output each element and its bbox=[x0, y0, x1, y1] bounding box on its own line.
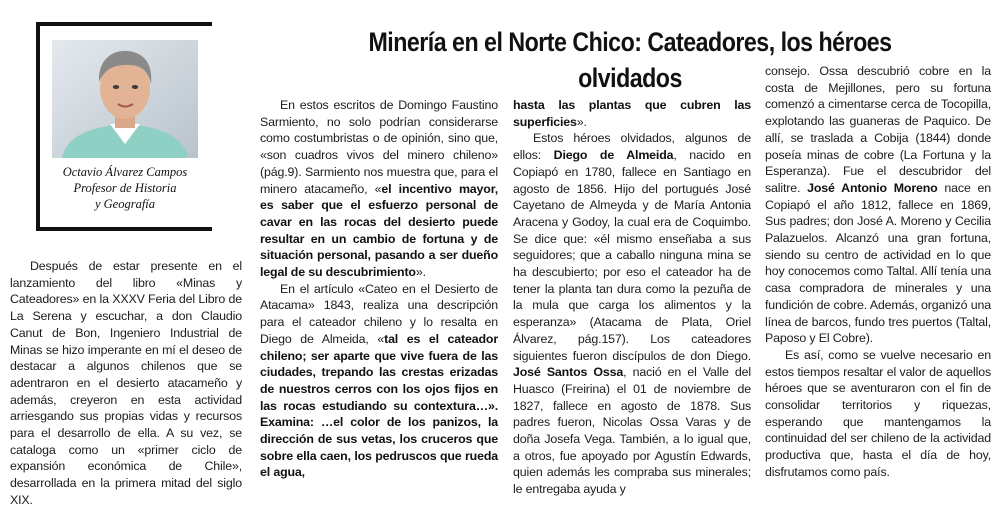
paragraph: Después de estar presente en el lanzamiento del libro «Minas y Cateadores» en la XXXV Feria del Libro de La Serena y escuchar, a don Claudio Canut de Bon, Ingeniero Industrial de Minas se hizo imperante en mí el deseo de destacar a algunos chilenos que se adentraron en el desierto atacameño y además, creyeron en esta actividad arriesgando sus propias vidas y recursos para el desarrollo de ella. A su vez, se cataloga como un «primer ciclo de expansión económica de Chile», desarrollada en la primera mitad del siglo XIX. bbox=[10, 259, 242, 507]
author-title-line2: y Geografía bbox=[94, 197, 156, 211]
bold-quote: hasta las plantas que cubren las superficies bbox=[513, 98, 751, 129]
paragraph bbox=[260, 97, 498, 281]
text-run: ». bbox=[415, 265, 426, 280]
text-column-1 bbox=[10, 258, 242, 509]
text-run: ». bbox=[576, 114, 587, 129]
bold-quote: el incentivo mayor, es saber que el esfuerzo personal de cavar en las rocas del desierto puede resultar en un cambio de fortuna y de situación personal, pasando a ser dueño legal de su descubrimiento bbox=[260, 181, 498, 280]
paragraph bbox=[513, 97, 751, 130]
author-photo bbox=[52, 40, 198, 158]
paragraph: Es así, como se vuelve necesario en estos tiempos resaltar el valor de aquellos héroes que se aventuraron con el fin de consolidar territorios y riquezas, esperando que mantengamos la continuidad del ser chileno de la actividad productiva que, hasta el día de hoy, disfrutamos como país. bbox=[765, 347, 991, 479]
text-run: , nació en el Valle del Huasco (Freirina) el 01 de noviembre de 1827, fallece en agosto de 1878. Sus padres fueron, Nicolas Ossa Varas y de doña Josefa Vega. También, a lo igual que, a otros, fue apoyado por Agustín Edwards, quien además les compraba sus minerales; le entregaba ayuda y bbox=[513, 365, 752, 497]
paragraph bbox=[513, 130, 751, 497]
paragraph bbox=[260, 281, 498, 481]
person-name-bold: José Santos Ossa bbox=[513, 365, 624, 380]
bold-quote: tal es el cateador chileno; ser aparte que vive fuera de las ciudades, trepando las crestas erizadas de nuestros cerros con los ojos fijos en las rocas estudiando su contextura…». Examina: …el color de los panizos, la dirección de sus vetas, los cruceros que sobre ella caen, los pedruscos que rueda el agua, bbox=[260, 331, 498, 480]
text-run: En estos escritos de Domingo Faustino Sarmiento, no solo podrían considerarse como costumbristas o de opinión, sino que, «son cuadros vivos del minero chileno» (pág.9). Sarmiento nos muestra que, para el minero atacameño, « bbox=[260, 98, 498, 196]
person-name-bold: José Antonio Moreno bbox=[807, 180, 938, 195]
author-portrait-illustration bbox=[52, 40, 198, 158]
paragraph bbox=[765, 63, 991, 347]
text-column-2 bbox=[260, 97, 498, 481]
text-run: consejo. Ossa descubrió cobre en la costa de Mejillones, pero su fortuna comenzó a cimentarse cerca de Tocopilla, explotando las guaneras de Paquico. De allí, se traslada a Cobija (1844) donde poseía minas de cobre (La Fortuna y la Esperanza). Fue el descubridor del salitre. bbox=[765, 64, 991, 195]
text-run: , nacido en Copiapó en 1780, fallece en Santiago en agosto de 1856. Hijo del portugués José Cayetano de Almeyda y de María Antonia Aracena y Godoy, la cual era de Coquimbo. Se dice que: «él mismo enseñaba a sus seguidores; que a caballo ninguna mina se ha descubierto; por eso el cateador ha de tener la planta tan dura como la pezuña de la mula que carga los alimentos y la esperanza» (Atacama de Plata, Oriel Álvarez, pág.157). Los cateadores siguientes fueron discípulos de don Diego. bbox=[513, 148, 751, 363]
author-name: Octavio Álvarez Campos bbox=[62, 165, 188, 179]
author-title-line1: Profesor de Historia bbox=[73, 181, 177, 195]
text-run: En el artículo «Cateo en el Desierto de Atacama» 1843, realiza una descripción para el cateador chileno y lo resalta en Diego de Almeida, « bbox=[260, 281, 498, 346]
text-run: Estos héroes olvidados, algunos de ellos: bbox=[513, 131, 751, 163]
person-name-bold: Diego de Almeida bbox=[553, 148, 674, 163]
article-headline: Minería en el Norte Chico: Cateadores, los héroes olvidados bbox=[368, 27, 892, 94]
text-column-3 bbox=[513, 97, 751, 498]
text-column-4 bbox=[765, 63, 991, 481]
author-caption bbox=[52, 164, 198, 212]
text-run: nace en Copiapó el año 1812, fallece en 1869, Sus padres; don José A. Moreno y Cecilia Palazuelos. Alcanzó una gran fortuna, siendo su centro de actividad en lo que hoy conocemos como Taltal. Allí tenía una casa compradora de minerales y una fundición de cobre. Además, organizó una línea de barcos, fundo tres puertos (Taltal, Paposo y El Cobre). bbox=[765, 180, 991, 346]
